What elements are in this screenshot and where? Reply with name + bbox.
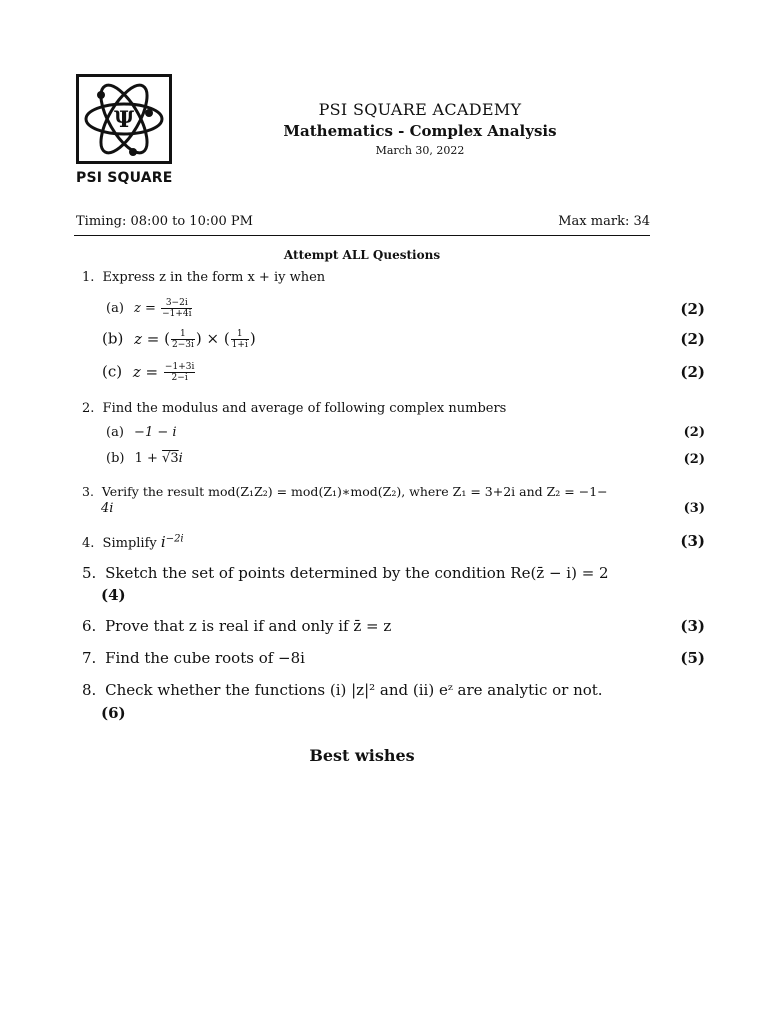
- denominator: 1+i: [231, 340, 248, 350]
- question-5: [82, 564, 609, 582]
- denominator: 2−3i: [171, 340, 194, 350]
- question-number: 5.: [82, 564, 97, 582]
- expression-prefix: 1 +: [134, 451, 163, 466]
- question-text-continued: 4i: [101, 501, 114, 516]
- question-6-mark: (3): [680, 617, 705, 635]
- part-label: (a): [106, 301, 124, 316]
- question-number: 8.: [82, 681, 97, 699]
- times-symbol: ×: [206, 329, 220, 348]
- question-1c: [102, 362, 196, 383]
- question-2a: [106, 425, 177, 440]
- question-5-mark: (4): [101, 586, 126, 604]
- question-4: [82, 533, 184, 551]
- question-text: Prove that z is real if and only if z̄ = z: [105, 617, 392, 635]
- psi-symbol: Ψ: [113, 107, 135, 133]
- question-number: 3.: [82, 484, 94, 499]
- question-text: Simplify: [102, 536, 161, 551]
- part-label: (a): [106, 425, 124, 440]
- power-exponent: −2i: [165, 533, 184, 545]
- logo-text: PSI SQUARE: [76, 170, 173, 186]
- fraction: [164, 362, 195, 383]
- question-text: Sketch the set of points determined by the condition Re(z̄ − i) = 2: [105, 564, 609, 582]
- question-text: Find the cube roots of −8i: [105, 649, 305, 667]
- question-3-continuation: [101, 501, 113, 516]
- equation-lhs: z =: [134, 301, 156, 316]
- question-number: 6.: [82, 617, 97, 635]
- equation-lhs: z =: [134, 329, 160, 348]
- question-number: 7.: [82, 649, 97, 667]
- question-1a-mark: (2): [680, 300, 705, 318]
- question-8-mark: (6): [101, 704, 126, 722]
- part-label: (b): [102, 329, 124, 348]
- square-root: √3: [162, 451, 179, 466]
- question-2b: [106, 451, 183, 466]
- question-7: [82, 649, 305, 667]
- part-label: (c): [102, 362, 123, 381]
- question-text: Express z in the form x + iy when: [102, 270, 326, 285]
- instruction-heading: Attempt ALL Questions: [283, 248, 441, 262]
- question-text: Check whether the functions (i) |z|² and (ii) eᶻ are analytic or not.: [105, 681, 603, 699]
- academy-name: PSI SQUARE ACADEMY: [318, 100, 522, 119]
- question-3-mark: (3): [683, 501, 705, 516]
- equation-lhs: z =: [132, 362, 159, 381]
- question-7-mark: (5): [680, 649, 705, 667]
- question-1b-mark: (2): [680, 330, 705, 348]
- question-1a: [106, 298, 193, 319]
- numerator: 1: [231, 329, 249, 340]
- part-label: (b): [106, 451, 125, 466]
- expression-suffix: i: [178, 451, 183, 466]
- denominator: 2−i: [171, 373, 188, 383]
- fraction: [231, 329, 249, 350]
- fraction: [171, 329, 195, 350]
- question-2a-mark: (2): [683, 425, 705, 440]
- atom-icon: [79, 77, 169, 161]
- question-text: Find the modulus and average of following complex numbers: [102, 401, 507, 416]
- question-2b-mark: (2): [683, 452, 705, 467]
- question-text: Verify the result mod(Z₁Z₂) = mod(Z₁)∗mod(Z₂), where Z₁ = 3+2i and Z₂ = −1−: [101, 484, 608, 499]
- numerator: 3−2i: [161, 298, 192, 309]
- expression: −1 − i: [134, 425, 177, 440]
- question-2: [82, 401, 506, 416]
- fraction: [161, 298, 192, 319]
- question-number: 2.: [82, 401, 95, 416]
- timing-label: Timing: 08:00 to 10:00 PM: [76, 214, 253, 229]
- question-number: 4.: [82, 536, 95, 551]
- closing-message: Best wishes: [309, 746, 415, 765]
- question-1c-mark: (2): [680, 363, 705, 381]
- header-rule: [74, 235, 650, 236]
- numerator: 1: [171, 329, 195, 340]
- question-6: [82, 617, 391, 635]
- question-3: [82, 484, 608, 499]
- subject-title: Mathematics - Complex Analysis: [283, 122, 557, 140]
- psi-square-logo: [76, 74, 176, 186]
- exam-date: March 30, 2022: [375, 144, 465, 157]
- question-number: 1.: [82, 270, 95, 285]
- question-1b: (b) z = ( $\frac{1}{2-3i}$ ) × ( $\frac{1}{1+i}$ ): [102, 329, 256, 350]
- max-mark-label: Max mark: 34: [558, 214, 650, 229]
- numerator: −1+3i: [164, 362, 195, 372]
- question-1: [82, 270, 325, 285]
- denominator: −1+4i: [162, 309, 192, 319]
- question-4-mark: (3): [680, 532, 705, 550]
- question-8: [82, 681, 603, 699]
- power-base: i: [160, 533, 166, 551]
